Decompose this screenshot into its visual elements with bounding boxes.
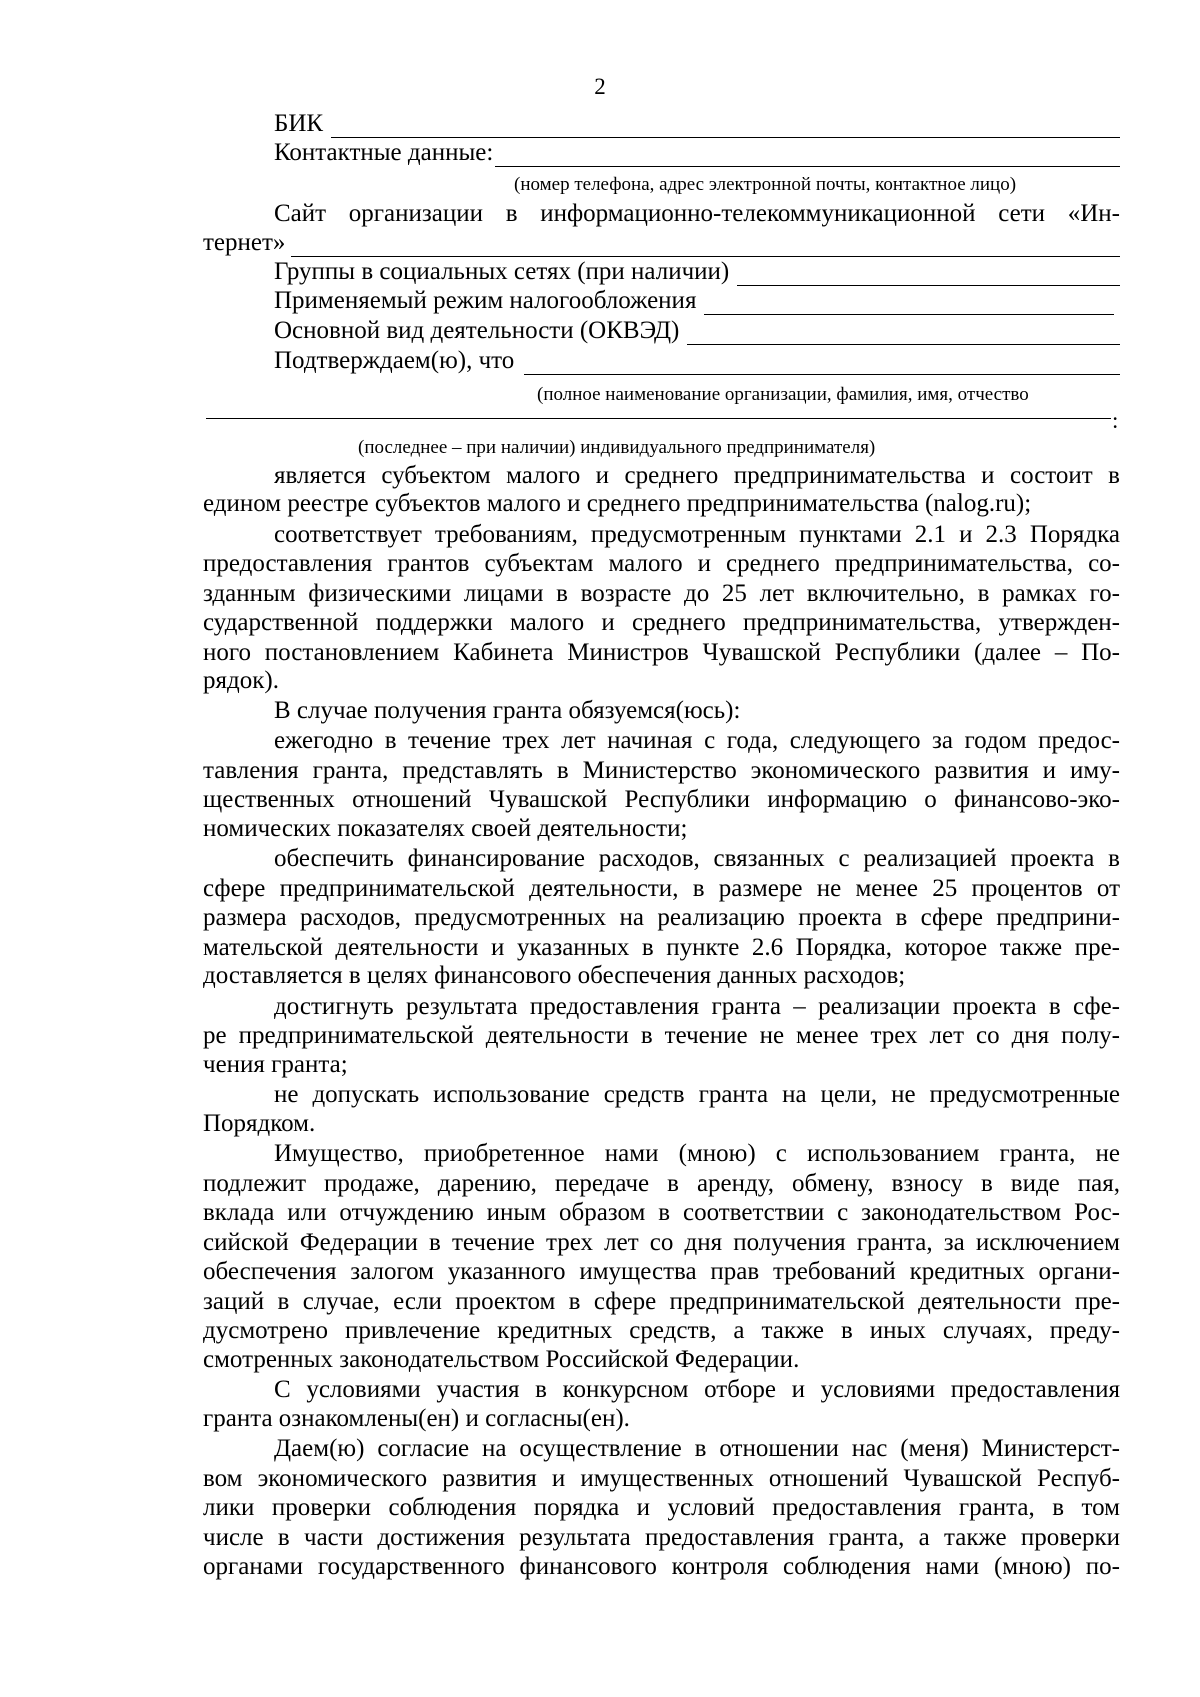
colon: :	[1112, 408, 1119, 433]
site-label: тернет»	[203, 229, 286, 256]
confirm-blank	[524, 354, 1120, 375]
site-blank	[291, 236, 1120, 257]
okved-field	[274, 317, 1120, 345]
text-line: доставляется в целях финансового обеспечения данных расходов;	[203, 962, 906, 989]
text-line: подлежит продаже, дарению, передаче в аренду, обмену, взносу в виде пая,	[203, 1170, 1120, 1197]
text-line: вом экономического развития и имущественных отношений Чувашской Респуб-	[203, 1465, 1120, 1492]
confirm-label: Подтверждаем(ю), что	[274, 347, 515, 374]
text-line: соответствует требованиям, предусмотренным пунктами 2.1 и 2.3 Порядка	[274, 521, 1120, 548]
text-line: достигнуть результата предоставления гранта – реализации проекта в сфе-	[274, 993, 1120, 1020]
site-field	[203, 229, 1120, 257]
social-blank	[737, 265, 1120, 286]
text-line: сфере предпринимательской деятельности, в размере не менее 25 процентов от	[203, 875, 1120, 902]
text-line: смотренных законодательством Российской Федерации.	[203, 1346, 800, 1373]
text-line: едином реестре субъектов малого и среднего предпринимательства (nalog.ru);	[203, 490, 1032, 517]
text-line: является субъектом малого и среднего предпринимательства и состоит в	[274, 462, 1120, 489]
text-line: лики проверки соблюдения порядка и условий предоставления гранта, в том	[203, 1494, 1120, 1521]
tax-field	[274, 287, 1114, 315]
tax-label: Применяемый режим налогообложения	[274, 287, 697, 314]
contacts-label: Контактные данные:	[274, 139, 494, 166]
contacts-field	[274, 139, 1120, 167]
text-line: ежегодно в течение трех лет начиная с года, следующего за годом предос-	[274, 727, 1120, 754]
text-line: гранта ознакомлены(ен) и согласны(ен).	[203, 1405, 630, 1432]
text-line: щественных отношений Чувашской Республики информацию о финансово-эко-	[203, 786, 1120, 813]
text-line: числе в части достижения результата предоставления гранта, а также проверки	[203, 1524, 1120, 1551]
bik-field	[274, 110, 1120, 138]
text-line: не допускать использование средств гранта на цели, не предусмотренные	[274, 1081, 1120, 1108]
text-line: тавления гранта, представлять в Министерство экономического развития и иму-	[203, 757, 1120, 784]
bik-blank	[331, 117, 1120, 138]
text-line: В случае получения гранта обязуемся(юсь):	[274, 697, 741, 724]
confirm-hint-2: (последнее – при наличии) индивидуального предпринимателя)	[358, 437, 876, 458]
social-label: Группы в социальных сетях (при наличии)	[274, 258, 730, 285]
confirm-hint-1: (полное наименование организации, фамилия, имя, отчество	[537, 384, 1029, 405]
text-line: Даем(ю) согласие на осуществление в отношении нас (меня) Министерст-	[274, 1435, 1120, 1462]
text-line: Имущество, приобретенное нами (мною) с использованием гранта, не	[274, 1140, 1120, 1167]
text-line: сударственной поддержки малого и среднего предпринимательства, утвержден-	[203, 609, 1120, 636]
text-line: номических показателях своей деятельности;	[203, 815, 688, 842]
bik-label: БИК	[274, 110, 324, 137]
confirm-blank-2	[206, 418, 1111, 419]
text-line: заций в случае, если проектом в сфере предпринимательской деятельности пре-	[203, 1288, 1120, 1315]
text-line: размера расходов, предусмотренных на реализацию проекта в сфере предприни-	[203, 904, 1120, 931]
contacts-blank	[495, 146, 1120, 167]
social-field	[274, 258, 1120, 286]
text-line: рядок).	[203, 667, 279, 694]
contacts-hint: (номер телефона, адрес электронной почты, контактное лицо)	[514, 174, 1017, 195]
text-line: ного постановлением Кабинета Министров Чувашской Республики (далее – По-	[203, 639, 1120, 666]
text-line: зданным физическими лицами в возрасте до 25 лет включительно, в рамках го-	[203, 580, 1120, 607]
confirm-field	[274, 347, 1120, 375]
tax-blank	[704, 294, 1114, 315]
okved-label: Основной вид деятельности (ОКВЭД)	[274, 317, 680, 344]
text-line: С условиями участия в конкурсном отборе и условиями предоставления	[274, 1376, 1120, 1403]
text-line: мательской деятельности и указанных в пункте 2.6 Порядка, которое также пре-	[203, 934, 1120, 961]
text-line: дусмотрено привлечение кредитных средств, а также в иных случаях, преду-	[203, 1317, 1120, 1344]
text-line: обеспечения залогом указанного имущества прав требований кредитных органи-	[203, 1258, 1120, 1285]
page-number: 2	[594, 74, 606, 99]
text-line: вклада или отчуждению иным образом в соответствии с законодательством Рос-	[203, 1199, 1120, 1226]
text-line: Порядком.	[203, 1110, 316, 1137]
text-line: предоставления грантов субъектам малого и среднего предпринимательства, со-	[203, 550, 1120, 577]
text-line: сийской Федерации в течение трех лет со дня получения гранта, за исключением	[203, 1229, 1120, 1256]
site-line-1: Сайт организации в информационно-телекоммуникационной сети «Ин-	[274, 200, 1120, 227]
text-line: обеспечить финансирование расходов, связанных с реализацией проекта в	[274, 845, 1120, 872]
text-line: ре предпринимательской деятельности в течение не менее трех лет со дня полу-	[203, 1022, 1120, 1049]
okved-blank	[687, 324, 1120, 345]
text-line: чения гранта;	[203, 1051, 348, 1078]
text-line: органами государственного финансового контроля соблюдения нами (мною) по-	[203, 1553, 1120, 1580]
